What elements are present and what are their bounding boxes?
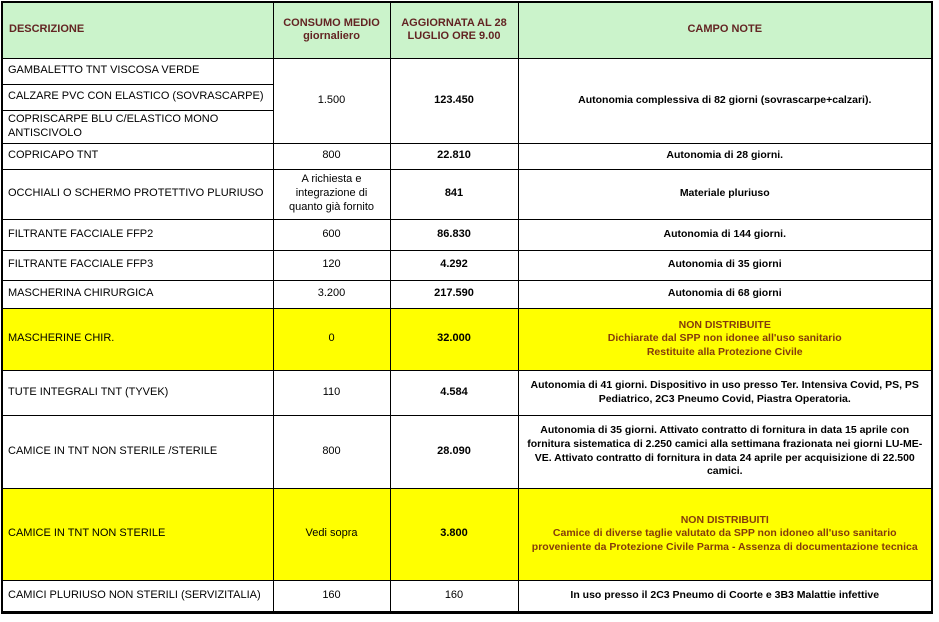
header-aggiornata: AGGIORNATA AL 28 LUGLIO ORE 9.00 — [390, 2, 518, 58]
table-row-tute-integrali — [2, 370, 932, 415]
cell-desc: MASCHERINA CHIRURGICA — [2, 280, 273, 308]
cell-desc: OCCHIALI O SCHERMO PROTETTIVO PLURIUSO — [2, 169, 273, 219]
table-row-ffp2 — [2, 219, 932, 250]
cell-desc: CAMICE IN TNT NON STERILE /STERILE — [2, 415, 273, 488]
cell-note: Autonomia di 28 giorni. — [518, 143, 932, 169]
cell-aggiornata: 123.450 — [390, 58, 518, 143]
cell-aggiornata: 4.292 — [390, 250, 518, 280]
cell-aggiornata: 4.584 — [390, 370, 518, 415]
cell-desc: GAMBALETTO TNT VISCOSA VERDE — [2, 58, 273, 84]
header-consumo-line2: giornaliero — [303, 30, 360, 43]
cell-aggiornata: 32.000 — [390, 308, 518, 370]
cell-desc: COPRISCARPE BLU C/ELASTICO MONO ANTISCIVOLO — [2, 110, 273, 143]
table-row-camici-pluriuso — [2, 580, 932, 612]
table-row-occhiali — [2, 169, 932, 219]
header-consumo-line1: CONSUMO MEDIO — [283, 16, 380, 29]
cell-consumo: 120 — [273, 250, 390, 280]
cell-note: Autonomia di 41 giorni. Dispositivo in uso presso Ter. Intensiva Covid, PS, PS Pediatrico, 2C3 Pneumo Covid, Piastra Operatoria. — [518, 370, 932, 415]
cell-aggiornata: 28.090 — [390, 415, 518, 488]
cell-note: Autonomia di 35 giorni — [518, 250, 932, 280]
cell-consumo: Vedi sopra — [273, 488, 390, 580]
cell-desc: FILTRANTE FACCIALE FFP2 — [2, 219, 273, 250]
note-line: NON DISTRIBUITE — [678, 318, 771, 331]
table-row-camice-tnt-sterile — [2, 415, 932, 488]
note-line: Restituite alla Protezione Civile — [646, 345, 803, 358]
table-row-gambaletto — [2, 58, 932, 84]
cell-desc: CAMICE IN TNT NON STERILE — [2, 488, 273, 580]
cell-desc: MASCHERINE CHIR. — [2, 308, 273, 370]
cell-consumo: 600 — [273, 219, 390, 250]
cell-aggiornata: 160 — [390, 580, 518, 612]
note-line: Dichiarate dal SPP non idonee all'uso sanitario — [607, 332, 842, 345]
cell-desc: CAMICI PLURIUSO NON STERILI (SERVIZITALIA) — [2, 580, 273, 612]
cell-note: In uso presso il 2C3 Pneumo di Coorte e 3B3 Malattie infettive — [518, 580, 932, 612]
cell-aggiornata: 217.590 — [390, 280, 518, 308]
cell-note — [518, 308, 932, 370]
table-row-mascherine-chir-highlighted — [2, 308, 932, 370]
note-line: NON DISTRIBUITI — [680, 513, 769, 526]
header-descrizione: DESCRIZIONE — [2, 2, 273, 58]
cell-consumo: 160 — [273, 580, 390, 612]
header-row — [2, 2, 932, 58]
cell-note — [518, 488, 932, 580]
table-row-mascherina-chirurgica — [2, 280, 932, 308]
cell-aggiornata: 841 — [390, 169, 518, 219]
cell-aggiornata: 3.800 — [390, 488, 518, 580]
cell-note: Autonomia di 68 giorni — [518, 280, 932, 308]
table-row-camice-tnt-non-sterile-highlighted — [2, 488, 932, 580]
cell-consumo: 1.500 — [273, 58, 390, 143]
cell-note: Autonomia complessiva di 82 giorni (sovrascarpe+calzari). — [518, 58, 932, 143]
table-row-ffp3 — [2, 250, 932, 280]
cell-consumo: 0 — [273, 308, 390, 370]
cell-desc: TUTE INTEGRALI TNT (TYVEK) — [2, 370, 273, 415]
cell-desc: COPRICAPO TNT — [2, 143, 273, 169]
header-campo-note: CAMPO NOTE — [518, 2, 932, 58]
spreadsheet-page — [0, 1, 939, 622]
cell-aggiornata: 86.830 — [390, 219, 518, 250]
cell-desc: FILTRANTE FACCIALE FFP3 — [2, 250, 273, 280]
header-consumo-medio — [273, 2, 390, 58]
cell-aggiornata: 22.810 — [390, 143, 518, 169]
table-row-copricapo — [2, 143, 932, 169]
cell-consumo: A richiesta e integrazione di quanto già fornito — [273, 169, 390, 219]
cell-note: Materiale pluriuso — [518, 169, 932, 219]
cell-note: Autonomia di 35 giorni. Attivato contratto di fornitura in data 15 aprile con fornitura sistematica di 2.250 camici alla settimana frazionata nei giorni LU-ME-VE. Attivato contratto di fornitura in data 24 aprile per acquisizione di 22.500 camici. — [518, 415, 932, 488]
note-line: Camice di diverse taglie valutato da SPP non idoneo all'uso sanitario proveniente da Protezione Civile Parma - Assenza di documentazione tecnica — [531, 527, 918, 553]
cell-consumo: 110 — [273, 370, 390, 415]
cell-desc: CALZARE PVC CON ELASTICO (SOVRASCARPE) — [2, 84, 273, 110]
cell-consumo: 800 — [273, 143, 390, 169]
cell-consumo: 800 — [273, 415, 390, 488]
cell-consumo: 3.200 — [273, 280, 390, 308]
cell-note: Autonomia di 144 giorni. — [518, 219, 932, 250]
supplies-table — [1, 1, 933, 614]
